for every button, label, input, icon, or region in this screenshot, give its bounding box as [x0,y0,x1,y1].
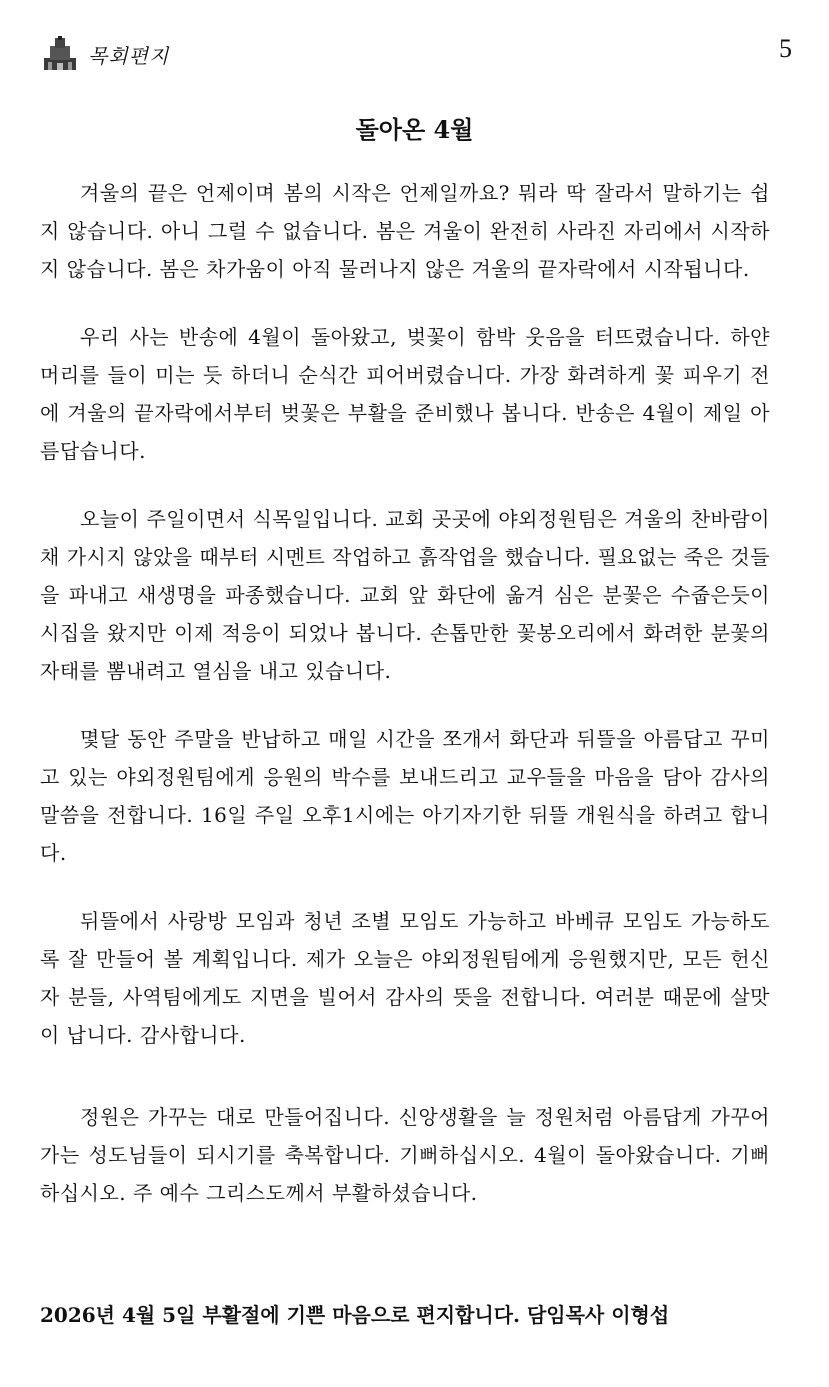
signature-line: 2026년 4월 5일 부활절에 기쁜 마음으로 편지합니다. 담임목사 이형섭 [40,1303,670,1327]
paragraph: 오늘이 주일이면서 식목일입니다. 교회 곳곳에 야외정원팀은 겨울의 찬바람이 채 가시지 않았을 때부터 시멘트 작업하고 흙작업을 했습니다. 필요없는 죽은 것들을 파내고 새생명을 파종했습니다. 교회 앞 화단에 옮겨 심은 분꽃은 수줍은듯이 시집을 왔지만 이제 적응이 되었나 봅니다. 손톱만한 꽃봉오리에서 화려한 분꽃의 자태를 뽐내려고 열심을 내고 있습니다. [40,507,770,683]
page-number: 5 [779,34,792,63]
letter-body [40,174,770,1242]
page-header [40,34,800,74]
church-logo-icon [40,36,80,72]
paragraph: 몇달 동안 주말을 반납하고 매일 시간을 쪼개서 화단과 뒤뜰을 아름답고 꾸미고 있는 야외정원팀에게 응원의 박수를 보내드리고 교우들을 마음을 담아 감사의 말씀을 전합니다. 16일 주일 오후1시에는 아기자기한 뒤뜰 개원식을 하려고 합니다. [40,727,770,865]
paragraph: 우리 사는 반송에 4월이 돌아왔고, 벚꽃이 함박 웃음을 터뜨렸습니다. 하얀 머리를 들이 미는 듯 하더니 순식간 피어버렸습니다. 가장 화려하게 꽃 피우기 전에 겨울의 끝자락에서부터 벚꽃은 부활을 준비했나 봅니다. 반송은 4월이 제일 아름답습니다. [40,325,770,463]
page-title: 돌아온 4월 [355,115,474,144]
paragraph: 겨울의 끝은 언제이며 봄의 시작은 언제일까요? 뭐라 딱 잘라서 말하기는 쉽지 않습니다. 아니 그럴 수 없습니다. 봄은 겨울이 완전히 사라진 자리에서 시작하지 않습니다. 봄은 차가움이 아직 물러나지 않은 겨울의 끝자락에서 시작됩니다. [40,181,770,281]
paragraph: 뒤뜰에서 사랑방 모임과 청년 조별 모임도 가능하고 바베큐 모임도 가능하도록 잘 만들어 볼 계획입니다. 제가 오늘은 야외정원팀에게 응원했지만, 모든 헌신자 분들, 사역팀에게도 지면을 빌어서 감사의 뜻을 전합니다. 여러분 때문에 살맛이 납니다. 감사합니다. [40,909,770,1047]
logo-text: 목회편지 [88,44,170,68]
paragraph: 정원은 가꾸는 대로 만들어집니다. 신앙생활을 늘 정원처럼 아름답게 가꾸어 가는 성도님들이 되시기를 축복합니다. 기뻐하십시오. 4월이 돌아왔습니다. 기뻐하십시오. 주 예수 그리스도께서 부활하셨습니다. [40,1105,770,1205]
